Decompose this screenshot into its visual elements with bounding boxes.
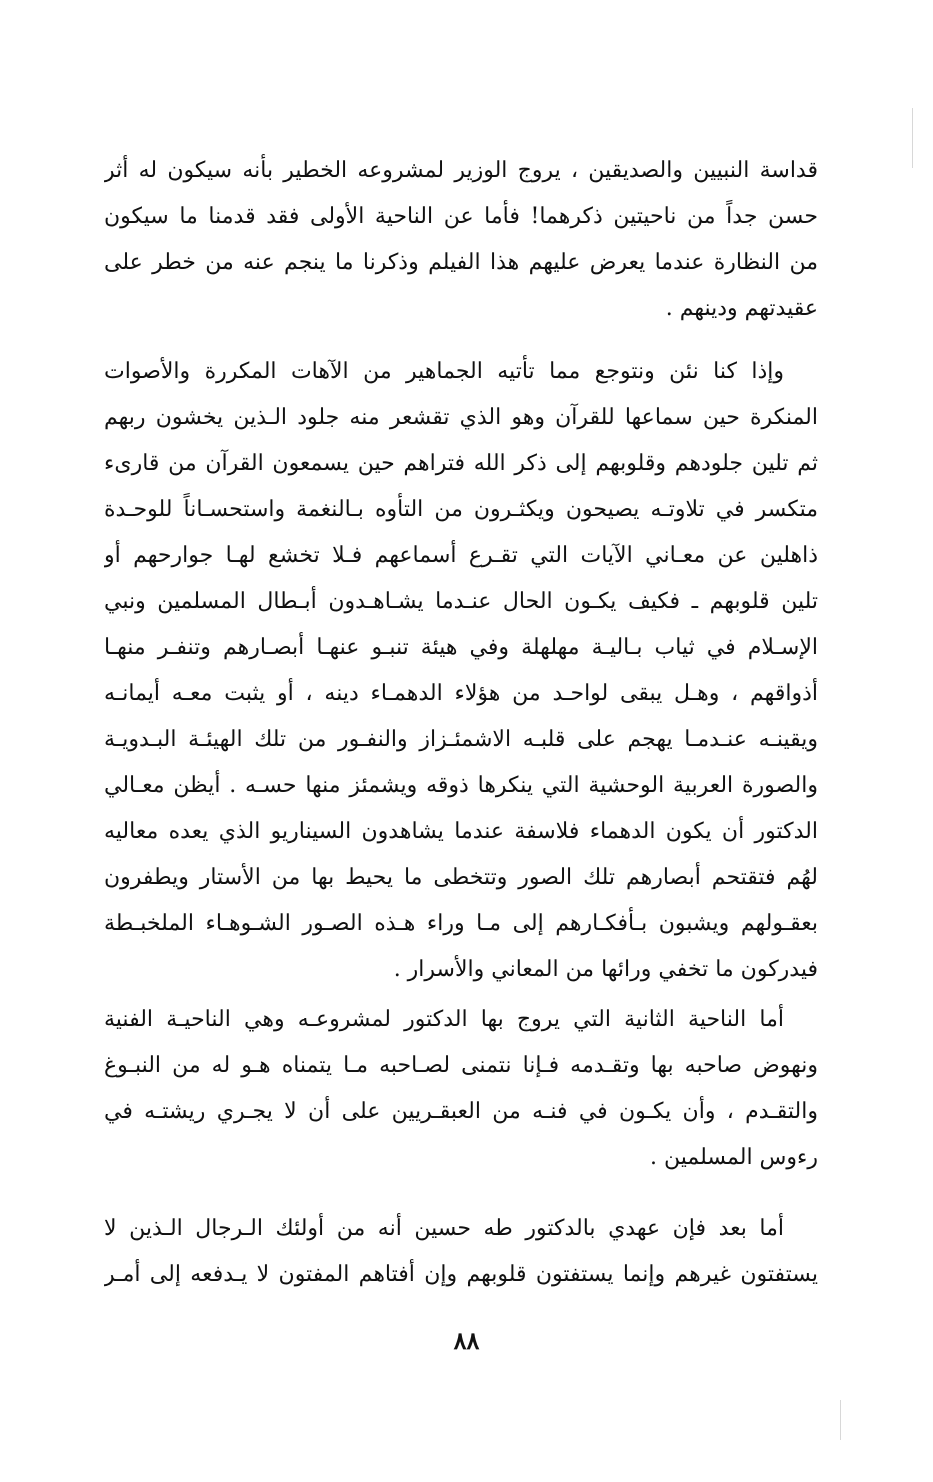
paragraph-1 xyxy=(104,148,818,332)
text-line: المنكرة حين سماعها للقرآن وهو الذي تقشعر منه جلود الـذين يخشون ربهم xyxy=(104,405,818,430)
text-line: أما بعد فإن عهدي بالدكتور طه حسين أنه من أولئك الـرجال الـذين لا xyxy=(104,1216,784,1241)
text-line: حسن جداً من ناحيتين ذكرهما! فأما عن الناحية الأولى فقد قدمنا ما سيكون xyxy=(104,204,818,229)
text-line: والصورة العربية الوحشية التي ينكرها ذوقه ويشمئز منها حسـه . أيظن معـالي xyxy=(104,773,818,798)
margin-mark-bottom xyxy=(840,1400,841,1440)
text-line: ذاهلين عن معـاني الآيات التي تقـرع أسماعهم فـلا تخشع لهـا جوارحهم أو xyxy=(104,543,818,568)
paragraph-2 xyxy=(104,349,818,993)
text-line: بعقـولهم ويشبون بـأفكـارهم إلى مـا وراء هـذه الصـور الشـوهـاء الملخبـطة xyxy=(104,911,818,936)
text-line: ويقينـه عنـدمـا يهجم على قلبـه الاشمئـزاز والنفـور من تلك الهيئـة البـدويـة xyxy=(104,727,818,752)
text-line: من النظارة عندما يعرض عليهم هذا الفيلم وذكرنا ما ينجم عنه من خطر على xyxy=(104,250,818,275)
text-line: قداسة النبيين والصديقين ، يروج الوزير لمشروعه الخطير بأنه سيكون له أثر xyxy=(104,158,818,183)
paragraph-4 xyxy=(104,1206,818,1298)
paragraph-3 xyxy=(104,997,818,1181)
text-line: وإذا كنا نئن ونتوجع مما تأتيه الجماهير من الآهات المكررة والأصوات xyxy=(104,359,784,384)
text-line: الدكتور أن يكون الدهماء فلاسفة عندما يشاهدون السيناريو الذي يعده معاليه xyxy=(104,819,818,844)
text-line: أذواقهم ، وهـل يبقى لواحـد من هؤلاء الدهمـاء دينه ، أو يثبت معـه أيمانـه xyxy=(104,681,818,706)
text-line: والتقـدم ، وأن يكـون في فنـه من العبقـريين على أن لا يجـري ريشتـه في xyxy=(104,1099,818,1124)
text-line: متكسر في تلاوتـه يصيحون ويكثـرون من التأوه بـالنغمة واستحسـاناً للوحـدة xyxy=(104,497,818,522)
text-line: رءوس المسلمين . xyxy=(650,1145,818,1170)
page-number: ٨٨ xyxy=(453,1326,480,1355)
text-line: الإسـلام في ثياب بـاليـة مهلهلة وفي هيئة تنبـو عنهـا أبصـارهم وتنفـر منهـا xyxy=(104,635,818,660)
text-line: يستفتون غيرهم وإنما يستفتون قلوبهم وإن أفتاهم المفتون لا يـدفعه إلى أمـر xyxy=(104,1262,818,1287)
text-line: عقيدتهم ودينهم . xyxy=(665,296,818,321)
margin-mark-top xyxy=(912,108,913,168)
text-line: ثم تلين جلودهم وقلوبهم إلى ذكر الله فتراهم حين يسمعون القرآن من قارىء xyxy=(104,451,818,476)
text-line: لهُم فتقتحم أبصارهم تلك الصور وتتخطى ما يحيط بها من الأستار ويطفرون xyxy=(104,865,818,890)
text-line: ونهوض صاحبه بها وتقـدمه فـإنا نتمنى لصـاحبه مـا يتمناه هـو له من النبـوغ xyxy=(104,1053,818,1078)
text-line: فيدركون ما تخفي ورائها من المعاني والأسرار . xyxy=(393,957,818,982)
text-line: تلين قلوبهم ـ فكيف يكـون الحال عنـدما يشـاهـدون أبـطال المسلمين ونبي xyxy=(104,589,818,614)
text-line: أما الناحية الثانية التي يروج بها الدكتور لمشروعـه وهي الناحيـة الفنية xyxy=(104,1007,784,1032)
